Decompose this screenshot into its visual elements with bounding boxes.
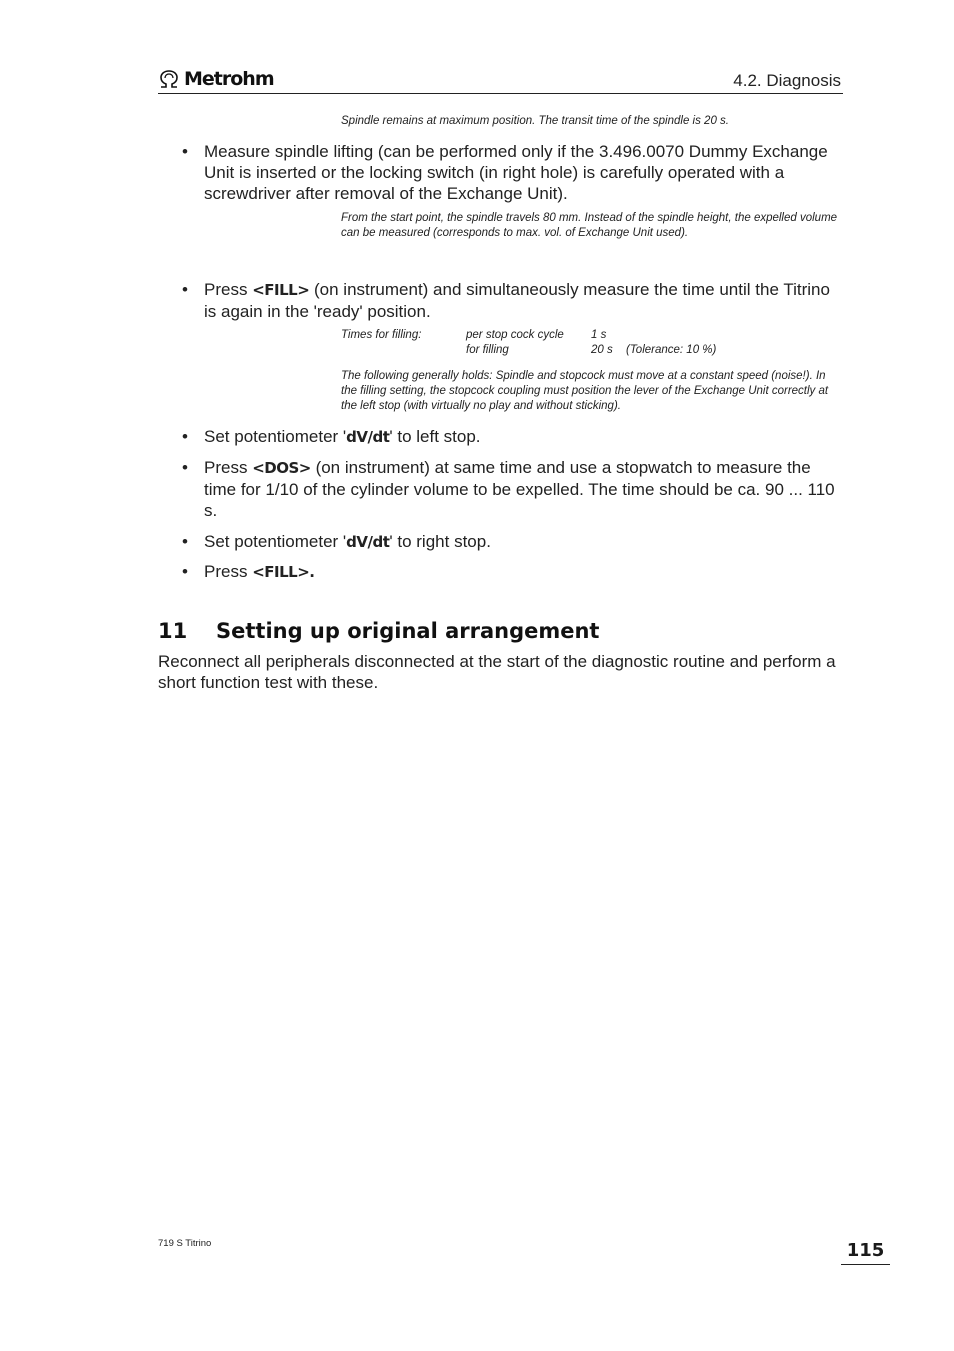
note-spindle-travel: From the start point, the spindle travels 80 mm. Instead of the spindle height, the expelled volume can be measured (corresponds to max. vol. of Exchange Unit used). <box>341 212 838 239</box>
logo-text: Metrohm <box>184 68 274 90</box>
section-heading <box>158 619 599 643</box>
section-number: 11 <box>158 619 188 643</box>
bullet-marker: • <box>182 280 188 299</box>
bullet-text <box>204 561 844 583</box>
bullet-marker: • <box>182 142 188 161</box>
text-segment: (on instrument) and simultaneously measure the time until the Titrino is again in the 'ready' position. <box>204 280 830 321</box>
times-row2-desc: for filling <box>466 344 509 356</box>
bullet-pot-right <box>182 531 844 553</box>
section-body: Reconnect all peripherals disconnected at the start of the diagnostic routine and perform a short function test with these. <box>158 652 836 692</box>
times-row2-val: 20 s <box>591 344 613 356</box>
bullet-marker: • <box>182 427 188 446</box>
page-number: 115 <box>841 1238 890 1265</box>
text-segment: Set potentiometer ' <box>204 427 347 446</box>
times-label: Times for filling: <box>341 329 422 341</box>
metrohm-logo <box>158 66 274 92</box>
header-section-title: 4.2. Diagnosis <box>733 71 841 90</box>
text-segment: Press <box>204 458 253 477</box>
bullet-press-dos <box>182 457 844 521</box>
times-row2-tolerance: (Tolerance: 10 %) <box>626 344 717 356</box>
key-dvdt: dV/dt <box>346 533 390 551</box>
text-segment: Press <box>204 562 253 581</box>
key-dvdt: dV/dt <box>346 428 390 446</box>
text-segment: ' to right stop. <box>389 532 491 551</box>
bullet-marker: • <box>182 532 188 551</box>
header-rule <box>158 93 843 94</box>
text-segment: Set potentiometer ' <box>204 532 347 551</box>
times-row-2 <box>466 344 716 356</box>
key-fill: <FILL>. <box>252 563 315 581</box>
key-dos: <DOS> <box>252 459 311 477</box>
metrohm-omega-icon <box>158 69 180 89</box>
bullet-text <box>204 426 844 448</box>
text-segment: Press <box>204 280 253 299</box>
bullet-press-fill-measure <box>182 279 844 322</box>
text-segment: (on instrument) at same time and use a stopwatch to measure the time for 1/10 of the cylinder volume to be expelled. The time should be ca. 90 ... 110 s. <box>204 458 835 520</box>
section-title: Setting up original arrangement <box>216 619 600 643</box>
bullet-text <box>204 457 844 521</box>
bullet-press-fill <box>182 561 844 583</box>
bullet-spindle-lifting <box>182 141 844 204</box>
note-general: The following generally holds: Spindle and stopcock must move at a constant speed (noise!). In the filling setting, the stopcock coupling must position the lever of the Exchange Unit correctly at the left stop (with virtually no play and without sticking). <box>341 370 829 412</box>
bullet-marker: • <box>182 562 188 581</box>
bullet-text: Measure spindle lifting (can be performed only if the 3.496.0070 Dummy Exchange Unit is inserted or the locking switch (in right hole) is carefully operated with a screwdriver after removal of the Exchange Unit). <box>204 142 828 203</box>
times-row1-val: 1 s <box>591 329 607 341</box>
text-segment: ' to left stop. <box>389 427 481 446</box>
times-row1-desc: per stop cock cycle <box>466 329 564 341</box>
note-spindle-max: Spindle remains at maximum position. The transit time of the spindle is 20 s. <box>341 115 729 127</box>
key-fill: <FILL> <box>252 281 310 299</box>
bullet-text <box>204 531 844 553</box>
bullet-marker: • <box>182 458 188 477</box>
times-row-1 <box>341 329 606 341</box>
footer-product: 719 S Titrino <box>158 1238 212 1249</box>
bullet-text <box>204 279 844 322</box>
bullet-pot-left <box>182 426 844 448</box>
